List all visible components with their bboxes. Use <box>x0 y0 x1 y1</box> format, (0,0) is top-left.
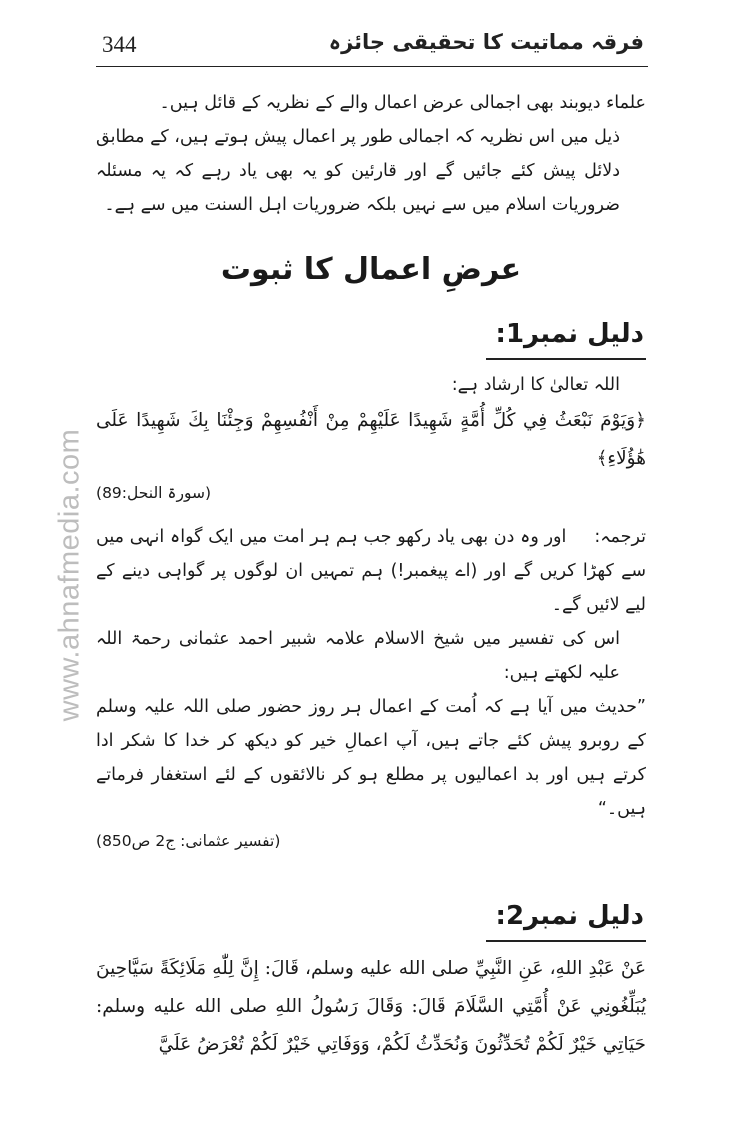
watermark <box>50 405 90 745</box>
dalil-1 <box>96 314 646 856</box>
tafsir-reference: (تفسیر عثمانی: ج2 ص850) <box>96 832 281 850</box>
tafsir-quote: ”حدیث میں آیا ہے کہ اُمت کے اعمال ہر روز حضور صلی اللہ علیہ وسلم کے روبرو پیش کئے جاتے ہیں، آپ اعمالِ خیر کو دیکھ کر خدا کا شکر ادا کرتے ہیں اور بد اعمالیوں پر مطلع ہو کر نالائقوں کے لئے استغفار فرماتے ہیں۔“ <box>96 697 646 819</box>
running-title: فرقہ مماتیت کا تحقیقی جائزہ <box>328 30 644 54</box>
intro-line: علماء دیوبند بھی اجمالی عرض اعمال والے کے نظریہ کے قائل ہیں۔ <box>159 93 646 113</box>
section-heading: عرضِ اعمال کا ثبوت <box>220 252 522 287</box>
hadith-text: عَنْ عَبْدِ اللهِ، عَنِ النَّبِيِّ صلی الله علیه وسلم، قَالَ: إِنَّ لِلّٰهِ مَلَائِكَةً سَيَّاحِينَ يُبَلِّغُونِي عَنْ أُمَّتِي السَّلَامَ قَالَ: وَقَالَ رَسُولُ اللهِ صلی الله علیه وسلم: حَيَاتِي خَيْرٌ لَكُمْ تُحَدِّثُونَ وَنُحَدِّثُ لَكُمْ، وَوَفَاتِي خَيْرٌ لَكُمْ تُعْرَضُ عَلَيَّ <box>96 958 646 1055</box>
page-body <box>96 86 646 1064</box>
dalil-1-heading: دلیل نمبر1: <box>486 314 646 360</box>
page-header <box>96 26 648 67</box>
translation-label: ترجمہ: <box>594 527 646 547</box>
translation-text: اور وہ دن بھی یاد رکھو جب ہم ہر امت میں ایک گواہ انہی میں سے کھڑا کریں گے اور (اے پیغمبر!) ہم تمہیں ان لوگوں پر گواہی دینے کے لیے لائیں گے۔ <box>96 527 646 615</box>
dalil-2 <box>96 896 646 1064</box>
translation <box>96 520 646 622</box>
page-number: 344 <box>102 32 137 57</box>
quran-ayah: ﴿وَيَوْمَ نَبْعَثُ فِي كُلِّ أُمَّةٍ شَهِيدًا عَلَيْهِمْ مِنْ أَنْفُسِهِمْ وَجِئْنَا بِكَ شَهِيدًا عَلَى هَٰؤُلَاءِ﴾ <box>96 410 646 469</box>
intro-paragraph: ذیل میں اس نظریہ کہ اجمالی طور پر اعمال پیش ہوتے ہیں، کے مطابق دلائل پیش کئے جائیں گے اور قارئین کو یہ بھی یاد رہے کہ یہ مسئلہ ضروریات اسلام میں سے نہیں بلکہ ضروریات اہل السنت میں سے ہے۔ <box>96 127 620 215</box>
dalil-1-intro: اللہ تعالیٰ کا ارشاد ہے: <box>451 375 620 395</box>
ayah-reference: (سورۃ النحل:89) <box>96 484 212 502</box>
watermark-text: www.ahnafmedia.com <box>53 428 86 722</box>
tafsir-intro: اس کی تفسیر میں شیخ الاسلام علامہ شبیر احمد عثمانی رحمۃ اللہ علیہ لکھتے ہیں: <box>96 629 620 683</box>
dalil-2-heading: دلیل نمبر2: <box>486 896 646 942</box>
